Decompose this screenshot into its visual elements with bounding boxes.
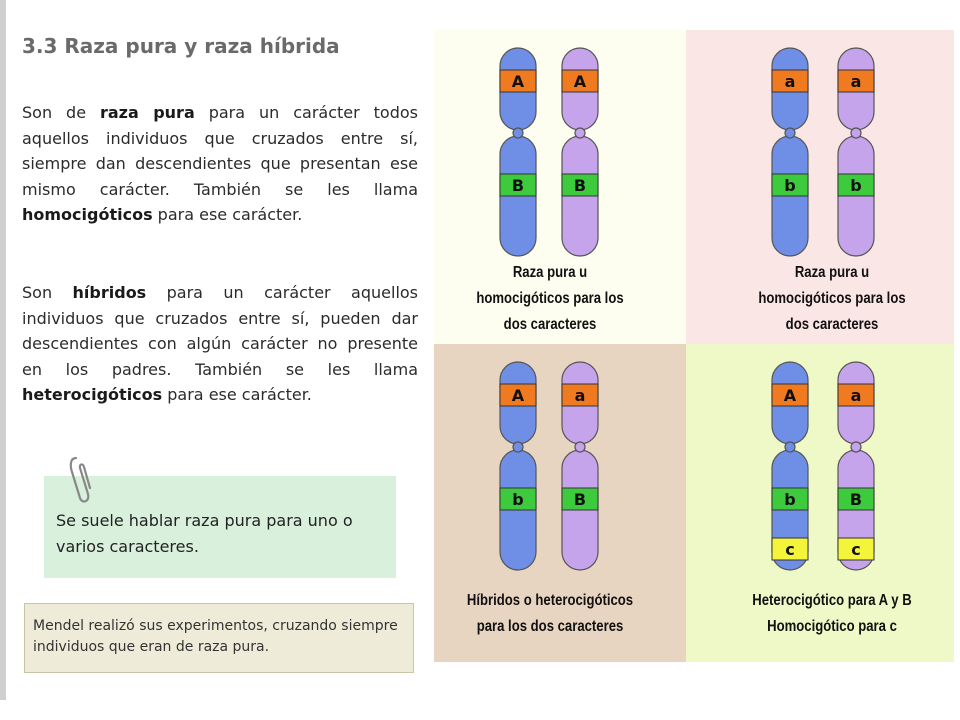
allele-mid bbox=[562, 488, 598, 510]
allele-mid bbox=[500, 488, 536, 510]
panel-caption bbox=[725, 260, 938, 338]
caption-line: Híbridos o heterocigóticos bbox=[466, 592, 634, 609]
genotype-panel bbox=[686, 344, 954, 662]
allele-label: B bbox=[849, 490, 863, 509]
chromosome-left bbox=[500, 48, 536, 256]
chromosome-right bbox=[562, 362, 598, 570]
chromosome-left bbox=[772, 48, 808, 256]
genotype-panel bbox=[686, 30, 954, 344]
tip-note bbox=[44, 476, 396, 578]
allele-label: b bbox=[850, 176, 862, 195]
allele-label: c bbox=[785, 540, 795, 559]
term-heterocigoticos: heterocigóticos bbox=[22, 385, 163, 404]
info-note bbox=[24, 603, 414, 673]
info-note-text: Mendel realizó sus experimentos, cruzando siempre individuos que eran de raza pura. bbox=[33, 618, 398, 655]
paragraph-raza-pura bbox=[22, 100, 418, 228]
allele-top bbox=[772, 70, 808, 92]
allele-mid bbox=[838, 174, 874, 196]
caption-line: Raza pura u bbox=[512, 264, 588, 281]
allele-bot bbox=[838, 538, 874, 560]
term-homocigoticos: homocigóticos bbox=[22, 205, 153, 224]
panel-caption bbox=[443, 588, 656, 640]
allele-label: b bbox=[512, 490, 524, 509]
caption-line: dos caracteres bbox=[785, 316, 879, 333]
allele-label: B bbox=[511, 176, 525, 195]
allele-bot bbox=[772, 538, 808, 560]
para1-text-2: para un carácter todos aquellos individuos que cruzados entre sí, siempre dan descendientes que presentan ese mismo carácter. También se les llama bbox=[22, 103, 418, 199]
caption-line: homocigóticos para los bbox=[476, 290, 624, 307]
para1-text-1: Son de bbox=[22, 103, 100, 122]
allele-mid bbox=[500, 174, 536, 196]
allele-top bbox=[562, 384, 598, 406]
para2-text-1: Son bbox=[22, 283, 73, 302]
chromosome-right bbox=[838, 48, 874, 256]
allele-top bbox=[500, 384, 536, 406]
allele-label: B bbox=[573, 176, 587, 195]
caption-line: homocigóticos para los bbox=[758, 290, 906, 307]
allele-label: a bbox=[850, 72, 862, 91]
caption-line: para los dos caracteres bbox=[476, 618, 624, 635]
allele-mid bbox=[772, 488, 808, 510]
allele-label: b bbox=[784, 176, 796, 195]
caption-line: Homocigótico para c bbox=[767, 618, 897, 635]
allele-label: a bbox=[784, 72, 796, 91]
paragraph-hibridos bbox=[22, 280, 418, 408]
genotype-panel bbox=[434, 30, 686, 344]
allele-top bbox=[838, 384, 874, 406]
para2-text-2: para un carácter aquellos individuos que cruzados entre sí, pueden dar descendientes con algún carácter no presente en los padres. También se les llama bbox=[22, 283, 419, 379]
allele-label: c bbox=[851, 540, 861, 559]
caption-line: Raza pura u bbox=[794, 264, 870, 281]
allele-label: A bbox=[511, 386, 525, 405]
term-raza-pura: raza pura bbox=[99, 103, 195, 122]
allele-label: A bbox=[573, 72, 587, 91]
allele-mid bbox=[838, 488, 874, 510]
panel-caption bbox=[443, 260, 656, 338]
allele-label: a bbox=[850, 386, 862, 405]
chromosome-pair bbox=[686, 344, 954, 584]
chromosome-right bbox=[562, 48, 598, 256]
panel-caption bbox=[725, 588, 938, 640]
chromosome-left bbox=[772, 362, 808, 570]
allele-mid bbox=[562, 174, 598, 196]
tip-note-text: Se suele hablar raza pura para uno o varios caracteres. bbox=[56, 511, 353, 556]
left-border bbox=[0, 0, 6, 700]
genotype-panel bbox=[434, 344, 686, 662]
chromosome-right bbox=[838, 362, 874, 570]
allele-label: A bbox=[511, 72, 525, 91]
para2-text-3: para ese carácter. bbox=[162, 385, 312, 404]
chromosome-pair bbox=[434, 30, 686, 270]
allele-top bbox=[838, 70, 874, 92]
allele-top bbox=[772, 384, 808, 406]
allele-top bbox=[500, 70, 536, 92]
allele-label: B bbox=[573, 490, 587, 509]
allele-label: a bbox=[574, 386, 586, 405]
allele-label: A bbox=[783, 386, 797, 405]
allele-top bbox=[562, 70, 598, 92]
caption-line: dos caracteres bbox=[503, 316, 597, 333]
caption-line: Heterocigótico para A y B bbox=[752, 592, 912, 609]
allele-label: b bbox=[784, 490, 796, 509]
chromosome-pair bbox=[434, 344, 686, 584]
chromosome-pair bbox=[686, 30, 954, 270]
paperclip-icon bbox=[66, 454, 96, 504]
section-title: 3.3 Raza pura y raza híbrida bbox=[22, 34, 340, 58]
allele-mid bbox=[772, 174, 808, 196]
para1-text-3: para ese carácter. bbox=[152, 205, 303, 224]
chromosome-left bbox=[500, 362, 536, 570]
term-hibridos: híbridos bbox=[72, 283, 147, 302]
